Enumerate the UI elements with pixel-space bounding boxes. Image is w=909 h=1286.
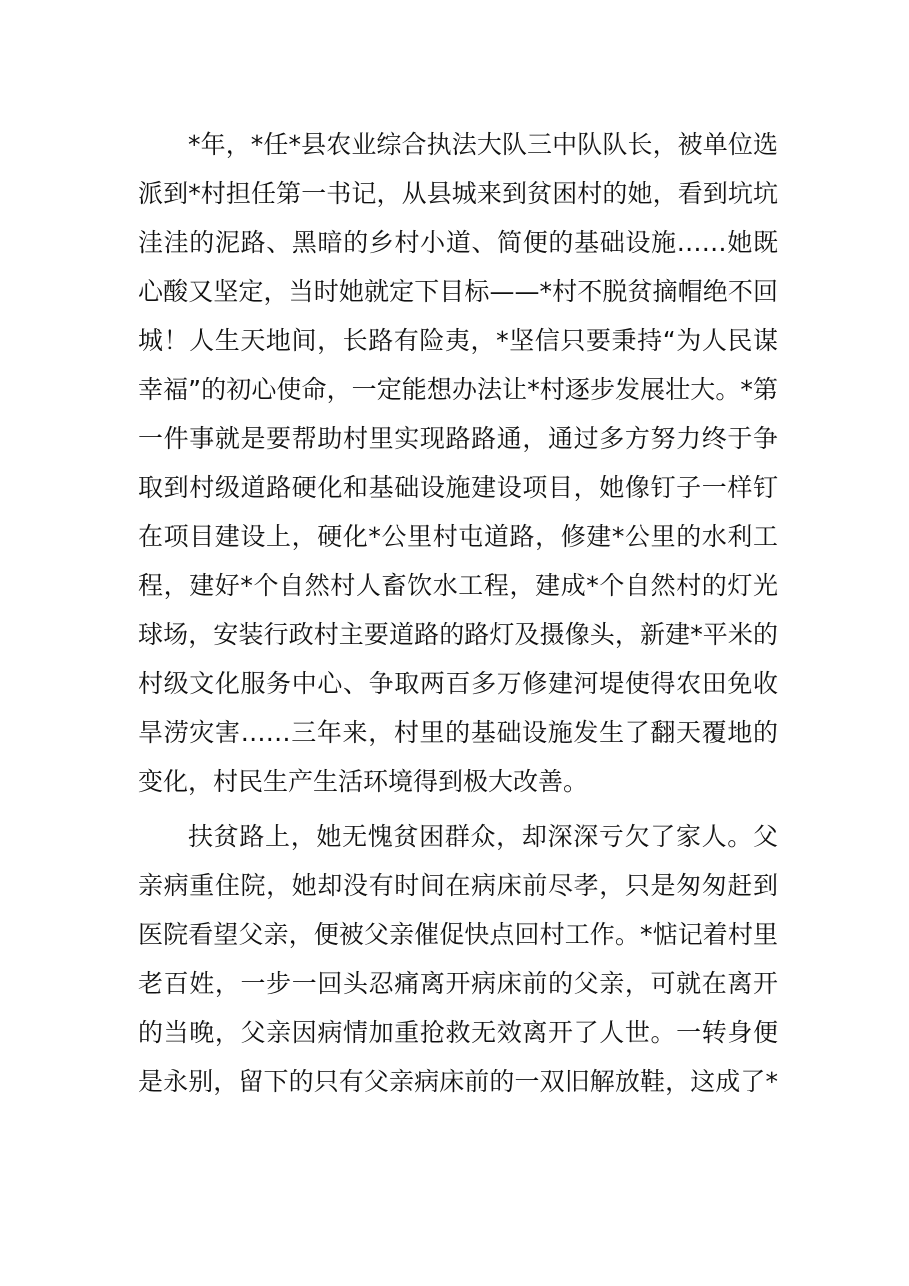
text-line: 程，建好*个自然村人畜饮水工程，建成*个自然村的灯光 xyxy=(138,571,778,600)
text-line: 城！人生天地间，长路有险夷，*坚信只要秉持“为人民谋 xyxy=(138,326,778,355)
text-line: 医院看望父亲，便被父亲催促快点回村工作。*惦记着村里 xyxy=(138,920,778,949)
text-line: 扶贫路上，她无愧贫困群众，却深深亏欠了家人。父 xyxy=(188,822,778,851)
text-line: 是永别，留下的只有父亲病床前的一双旧解放鞋，这成了* xyxy=(138,1067,778,1096)
text-line: 亲病重住院，她却没有时间在病床前尽孝，只是匆匆赶到 xyxy=(138,871,778,900)
text-line: 旱涝灾害……三年来，村里的基础设施发生了翻天覆地的 xyxy=(138,718,778,747)
text-line: 球场，安装行政村主要道路的路灯及摄像头，新建*平米的 xyxy=(138,620,778,649)
text-line: 在项目建设上，硬化*公里村屯道路，修建*公里的水利工 xyxy=(138,522,778,551)
text-line: 心酸又坚定，当时她就定下目标——*村不脱贫摘帽绝不回 xyxy=(138,277,778,306)
text-line: 变化，村民生产生活环境得到极大改善。 xyxy=(138,767,589,796)
paragraph-1 xyxy=(138,120,778,806)
text-line: *年，*任*县农业综合执法大队三中队队长，被单位选 xyxy=(188,130,778,159)
paragraph-2 xyxy=(138,812,778,1106)
text-line: 一件事就是要帮助村里实现路路通，通过多方努力终于争 xyxy=(138,424,778,453)
text-line: 老百姓，一步一回头忍痛离开病床前的父亲，可就在离开 xyxy=(138,969,778,998)
body-text xyxy=(138,120,778,1106)
text-line: 取到村级道路硬化和基础设施建设项目，她像钉子一样钉 xyxy=(138,473,778,502)
text-line: 的当晚，父亲因病情加重抢救无效离开了人世。一转身便 xyxy=(138,1018,778,1047)
text-line: 洼洼的泥路、黑暗的乡村小道、简便的基础设施……她既 xyxy=(138,228,778,257)
text-line: 幸福”的初心使命，一定能想办法让*村逐步发展壮大。*第 xyxy=(138,375,778,404)
text-line: 村级文化服务中心、争取两百多万修建河堤使得农田免收 xyxy=(138,669,778,698)
text-line: 派到*村担任第一书记，从县城来到贫困村的她，看到坑坑 xyxy=(138,179,778,208)
